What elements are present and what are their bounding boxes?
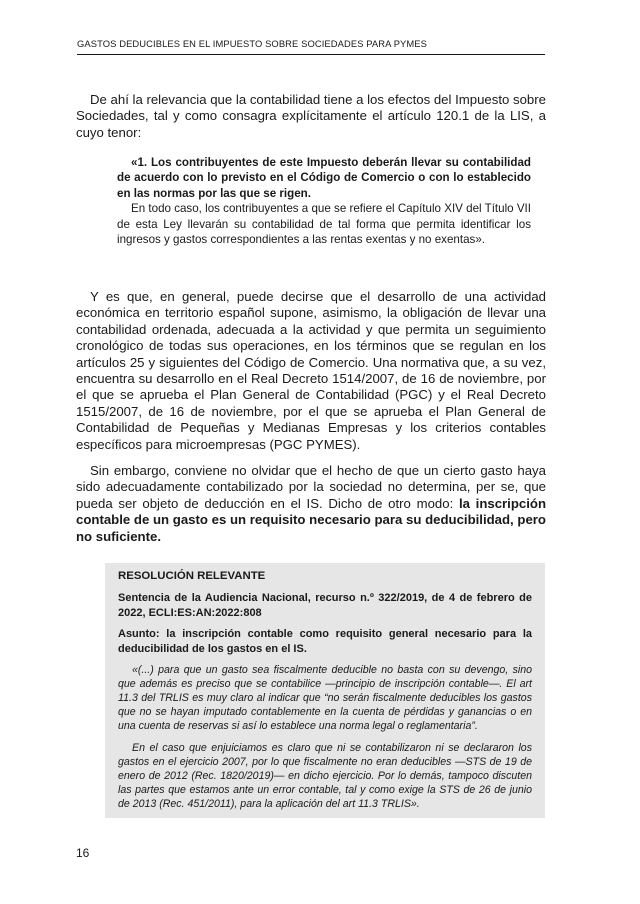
paragraph-3 <box>76 463 546 545</box>
box-asunto: Asunto: la inscripción contable como requisito general necesario para la deducibilidad de los gastos en el IS. <box>118 628 532 655</box>
paragraph-3-bold: la inscripción contable de un gasto es un requisito necesario para su deducibilidad, pero no suficiente. <box>76 495 547 544</box>
paragraph-2: Y es que, en general, puede decirse que el desarrollo de una actividad económica en territorio español supone, asimismo, la obligación de llevar una contabilidad ordenada, adecuada a la actividad y que permita un seguimiento cronológico de todas sus operaciones, en los términos que se regulan en los artículos 25 y siguientes del Código de Comercio. Una normativa que, a su vez, encuentra su desarrollo en el Real Decreto 1514/2007, de 16 de noviembre, por el que se aprueba el Plan General de Contabilidad (PGC) y el Real Decreto 1515/2007, de 16 de noviembre, por el que se aprueba el Plan General de Contabilidad de Pequeñas y Medianas Empresas y los criterios contables específicos para microempresas (PGC PYMES). <box>76 289 546 452</box>
box-quote-2: En el caso que enjuiciamos es claro que ni se contabilizaron ni se declararon los gastos en el ejercicio 2007, por lo que fiscalmente no eran deducibles —STS de 19 de enero de 2012 (Rec. 1820/2019)— en dicho ejercicio. Por lo demás, tampoco discuten las partes que estamos ante un error contable, tal y como exige la STS de 26 de junio de 2013 (Rec. 451/2011), para la aplicación del art 11.3 TRLIS». <box>118 741 532 810</box>
quote-paragraph-1: «1. Los contribuyentes de este Impuesto deberán llevar su contabilidad de acuerdo con lo previsto en el Código de Comercio o con lo establecido en las normas por las que se rigen. <box>117 156 531 200</box>
box-quote-1: «(...) para que un gasto sea fiscalmente deducible no basta con su devengo, sino que además es preciso que se contabilice —principio de inscripción contable—. El art 11.3 del TRLIS es muy claro al indicar que “no serán fiscalmente deducibles los gastos que no se hayan imputado contablemente en la cuenta de pérdidas y ganancias o en una cuenta de reservas si así lo establece una norma legal o reglamentaria”. <box>118 664 532 733</box>
main-section <box>76 289 546 555</box>
running-header: GASTOS DEDUCIBLES EN EL IMPUESTO SOBRE SOCIEDADES PARA PYMES <box>77 38 545 55</box>
relevant-resolution-box <box>105 563 545 818</box>
paragraph-1: De ahí la relevancia que la contabilidad tiene a los efectos del Impuesto sobre Sociedades, tal y como consagra explícitamente el artículo 120.1 de la LIS, a cuyo tenor: <box>76 92 546 140</box>
quote-paragraph-2: En todo caso, los contribuyentes a que se refiere el Capítulo XIV del Título VII de esta Ley llevarán su contabilidad de tal forma que permita identificar los ingresos y gastos correspondientes a las rentas exentas y no exentas». <box>117 202 532 247</box>
box-sentencia: Sentencia de la Audiencia Nacional, recurso n.º 322/2019, de 4 de febrero de 2022, ECLI:ES:AN:2022:808 <box>118 592 532 619</box>
intro-section <box>76 92 546 151</box>
box-heading: RESOLUCIÓN RELEVANTE <box>118 570 266 582</box>
page-number: 16 <box>76 846 90 860</box>
legal-quote <box>117 155 531 247</box>
paragraph-3-text: Sin embargo, conviene no olvidar que el hecho de que un cierto gasto haya sido adecuadamente contabilizado por la sociedad no determina, per se, que pueda ser objeto de deducción en el IS. Dicho de otro modo: <box>76 463 546 511</box>
